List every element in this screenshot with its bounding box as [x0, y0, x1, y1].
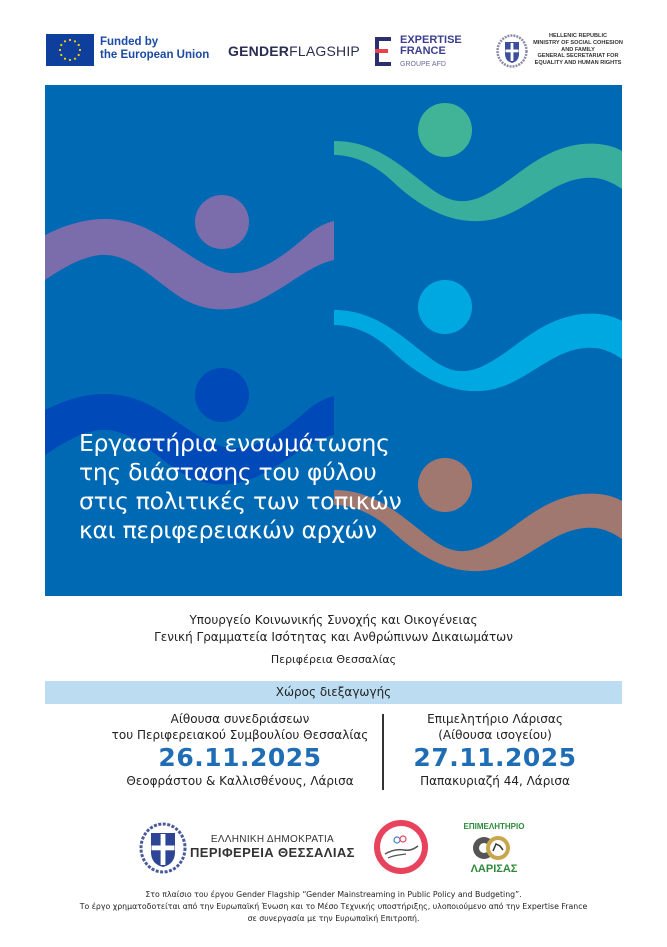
hero-title-line-4: και περιφερειακών αρχών: [79, 516, 377, 544]
ef-sub: GROUPE AFD: [400, 61, 446, 68]
svg-text:ΛΑΡΙΣΑΣ: ΛΑΡΙΣΑΣ: [470, 863, 518, 875]
thessaly-region-logo: [190, 834, 355, 860]
greek-coat-of-arms-icon: [139, 822, 187, 874]
event-day-2: [370, 711, 620, 789]
event-2-venue-line-1: Επιμελητήριο Λάρισας: [427, 712, 563, 726]
venue-heading: Χώρος διεξαγωγής: [45, 681, 622, 704]
disclaimer-line-1: Στο πλαίσιο του έργου Gender Flagship “Gender Mainstreaming in Public Policy and Budgeting”.: [145, 890, 522, 899]
event-2-venue-line-2: (Αίθουσα ισογείου): [438, 728, 552, 742]
disclaimer-line-2: Το έργο χρηματοδοτείται από την Ευρωπαϊκή Ένωση και το Μέσο Τεχνικής υποστήριξης, υλοποιούμενο από την Expertise France: [79, 902, 588, 911]
hm-line-5: EQUALITY AND HUMAN RIGHTS: [534, 60, 622, 67]
svg-text:ΕΠΙΜΕΛΗΤΗΡΙΟ: ΕΠΙΜΕΛΗΤΗΡΙΟ: [463, 822, 525, 831]
eu-line-1: Funded by: [100, 36, 159, 48]
funding-disclaimer: [0, 889, 667, 925]
hero-title-line-1: Εργαστήρια ενσωμάτωσης: [79, 429, 390, 457]
event-1-venue-line-1: Αίθουσα συνεδριάσεων: [170, 712, 310, 726]
thessaly-line-1: ΕΛΛΗΝΙΚΗ ΔΗΜΟΚΡΑΤΙΑ: [210, 834, 335, 845]
hellenic-ministry-label: [528, 33, 628, 67]
gender-flagship-light: FLAGSHIP: [289, 43, 360, 59]
eu-funding-label: [100, 36, 209, 62]
chamber-larisa-icon: [462, 821, 526, 875]
gender-flagship-bold: GENDER: [228, 43, 290, 59]
hm-line-4: GENERAL SECRETARIAT FOR: [537, 53, 619, 60]
eu-line-2: the European Union: [100, 49, 210, 61]
organiser-region: Περιφέρεια Θεσσαλίας: [270, 653, 397, 666]
event-day-1: [90, 711, 390, 789]
event-2-address: Παπακυριαζή 44, Λάρισα: [420, 774, 570, 788]
ef-line-1: EXPERTISE: [400, 34, 462, 46]
hm-line-2: MINISTRY OF SOCIAL COHESION: [533, 39, 623, 46]
organiser-ministry: Υπουργείο Κοινωνικής Συνοχής και Οικογένειας: [189, 613, 478, 627]
organiser-secretariat: Γενική Γραμματεία Ισότητας και Ανθρώπινων Δικαιωμάτων: [154, 630, 513, 644]
hero-title-line-2: της διάστασης του φύλου: [79, 458, 377, 486]
event-1-date: 26.11.2025: [158, 743, 322, 772]
hm-line-3: AND FAMILY: [561, 46, 595, 53]
eu-flag-icon: [46, 34, 94, 66]
gender-flagship-logo: [228, 43, 360, 59]
event-1-address: Θεοφράστου & Καλλισθένους, Λάρισα: [126, 774, 354, 788]
disclaimer-line-3: σε συνεργασία με την Ευρωπαϊκή Επιτροπή.: [247, 914, 420, 923]
handshake-circle-icon: [372, 818, 430, 876]
greek-coat-of-arms-icon: [496, 34, 528, 68]
expertise-france-mark-icon: [375, 37, 391, 66]
event-1-venue-line-2: του Περιφερειακού Συμβουλίου Θεσσαλίας: [111, 728, 369, 742]
hm-line-1: HELLENIC REPUBLIC: [548, 33, 608, 39]
hero-title-line-3: στις πολιτικές των τοπικών: [79, 487, 402, 515]
event-2-date: 27.11.2025: [413, 743, 577, 772]
green-figure-head: [418, 103, 472, 157]
expertise-france-logo: [400, 35, 462, 70]
thessaly-line-2: ΠΕΡΙΦΕΡΕΙΑ ΘΕΣΣΑΛΙΑΣ: [190, 845, 355, 860]
ef-line-2: FRANCE: [400, 45, 446, 57]
hero-banner: [45, 85, 622, 596]
hero-title: [79, 429, 401, 545]
